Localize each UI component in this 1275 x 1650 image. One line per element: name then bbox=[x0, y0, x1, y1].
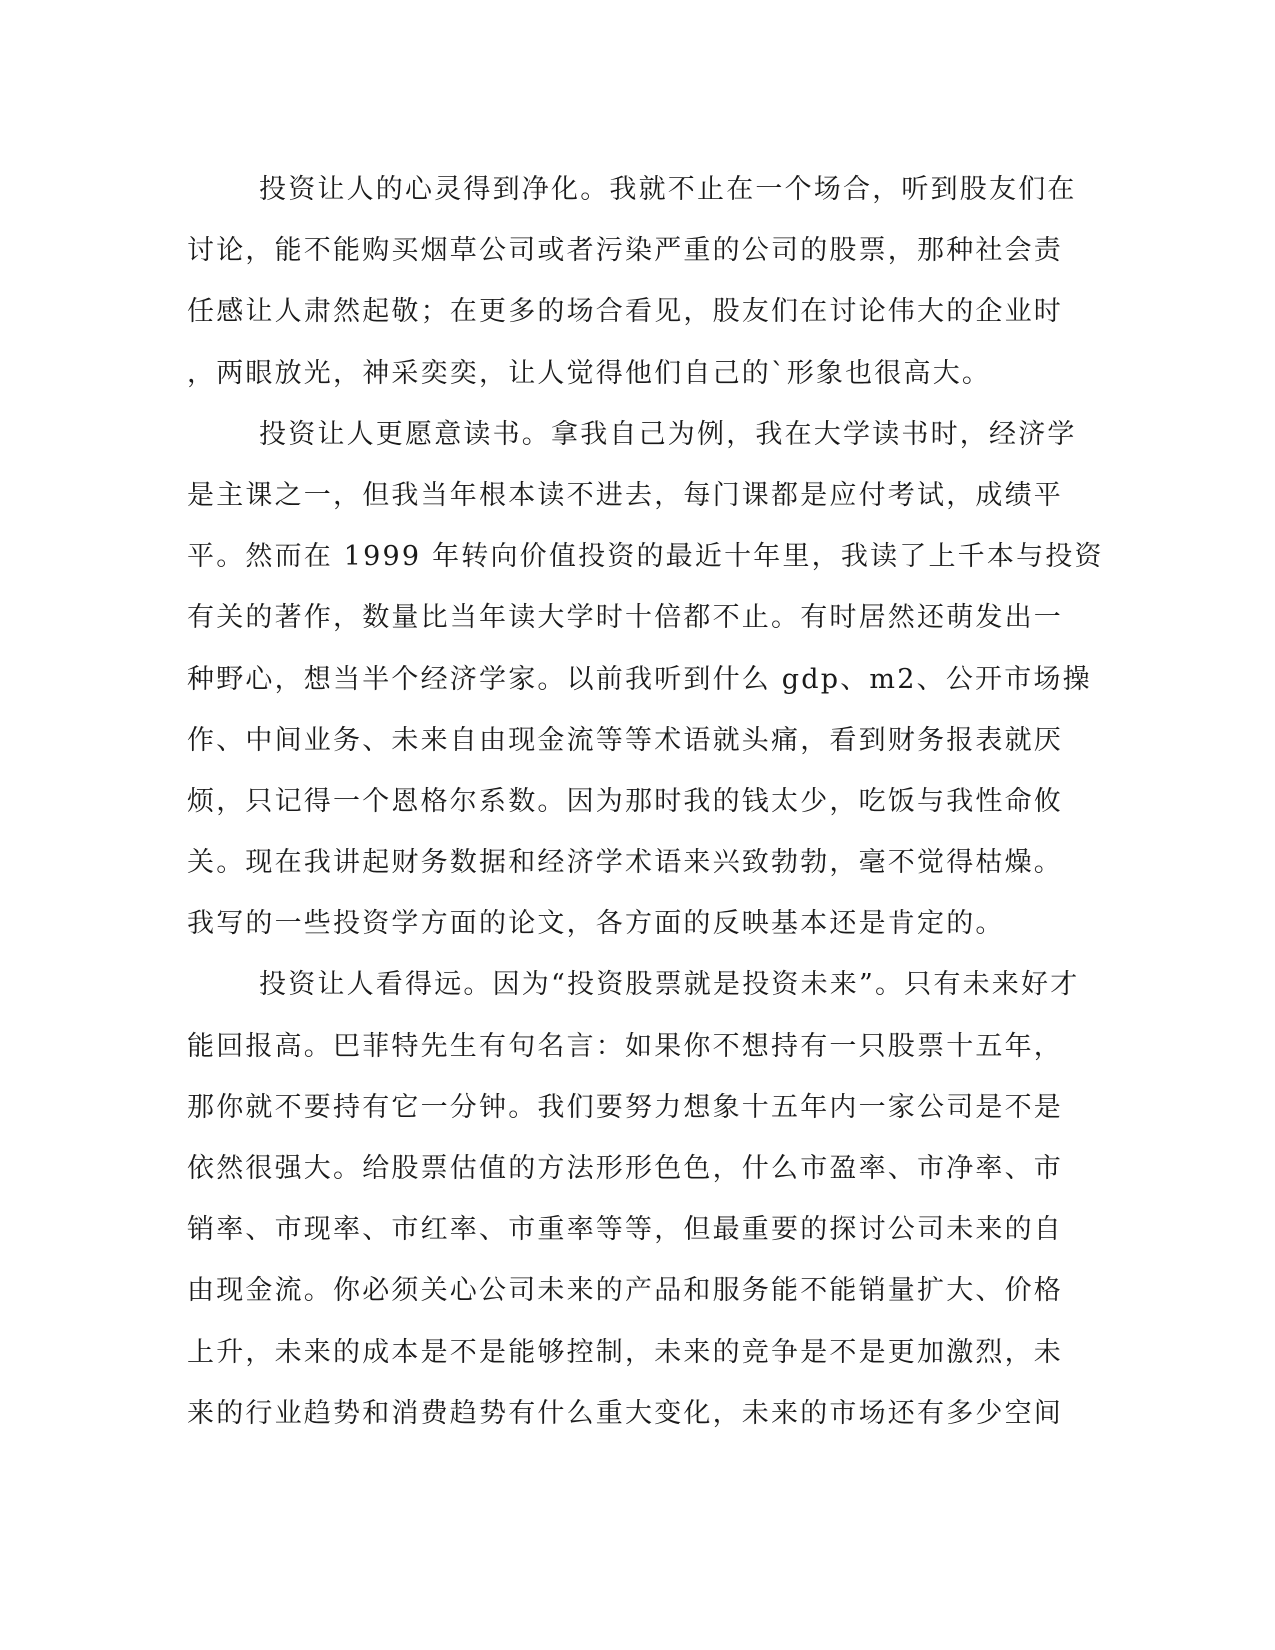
text-line: 是主课之一，但我当年根本读不进去，每门课都是应付考试，成绩平 bbox=[187, 479, 1063, 511]
text-line: 投资让人更愿意读书。拿我自己为例，我在大学读书时，经济学 bbox=[259, 418, 1077, 450]
paragraph-future bbox=[187, 961, 1087, 1451]
text-line: 作、中间业务、未来自由现金流等等术语就头痛，看到财务报表就厌 bbox=[187, 724, 1063, 756]
text-line: 依然很强大。给股票估值的方法形形色色，什么市盈率、市净率、市 bbox=[187, 1153, 1063, 1184]
text-line: 来的行业趋势和消费趋势有什么重大变化，未来的市场还有多少空间 bbox=[187, 1397, 1063, 1429]
text-line: 上升，未来的成本是不是能够控制，未来的竞争是不是更加激烈，未 bbox=[187, 1336, 1063, 1368]
text-line: 销率、市现率、市红率、市重率等等，但最重要的探讨公司未来的自 bbox=[187, 1214, 1063, 1246]
text-line: 种野心，想当半个经济学家。以前我听到什么 gdp、m2、公开市场操 bbox=[187, 663, 1092, 695]
text-line: 能回报高。巴菲特先生有句名言：如果你不想持有一只股票十五年， bbox=[187, 1030, 1063, 1062]
text-line: ，两眼放光，神采奕奕，让人觉得他们自己的`形象也很高大。 bbox=[187, 357, 992, 389]
text-line: 烦，只记得一个恩格尔系数。因为那时我的钱太少，吃饭与我性命攸 bbox=[187, 785, 1063, 817]
paragraph-purify bbox=[187, 166, 1087, 411]
paragraph-reading bbox=[187, 411, 1104, 962]
text-line: 有关的著作，数量比当年读大学时十倍都不止。有时居然还萌发出一 bbox=[187, 602, 1063, 634]
text-line: 关。现在我讲起财务数据和经济学术语来兴致勃勃，毫不觉得枯燥。 bbox=[187, 847, 1063, 879]
text-line: 平。然而在 1999 年转向价值投资的最近十年里，我读了上千本与投资 bbox=[187, 541, 1104, 573]
text-line: 那你就不要持有它一分钟。我们要努力想象十五年内一家公司是不是 bbox=[187, 1091, 1063, 1123]
text-line: 讨论，能不能购买烟草公司或者污染严重的公司的股票，那种社会责 bbox=[187, 235, 1063, 267]
text-line: 任感让人肃然起敬；在更多的场合看见，股友们在讨论伟大的企业时 bbox=[187, 296, 1063, 328]
text-line: 投资让人看得远。因为“投资股票就是投资未来”。只有未来好才 bbox=[259, 969, 1080, 1001]
text-line: 投资让人的心灵得到净化。我就不止在一个场合，听到股友们在 bbox=[259, 174, 1077, 205]
body-text bbox=[187, 166, 1104, 1451]
text-line: 由现金流。你必须关心公司未来的产品和服务能不能销量扩大、价格 bbox=[187, 1275, 1063, 1307]
text-line: 我写的一些投资学方面的论文，各方面的反映基本还是肯定的。 bbox=[187, 908, 1005, 940]
